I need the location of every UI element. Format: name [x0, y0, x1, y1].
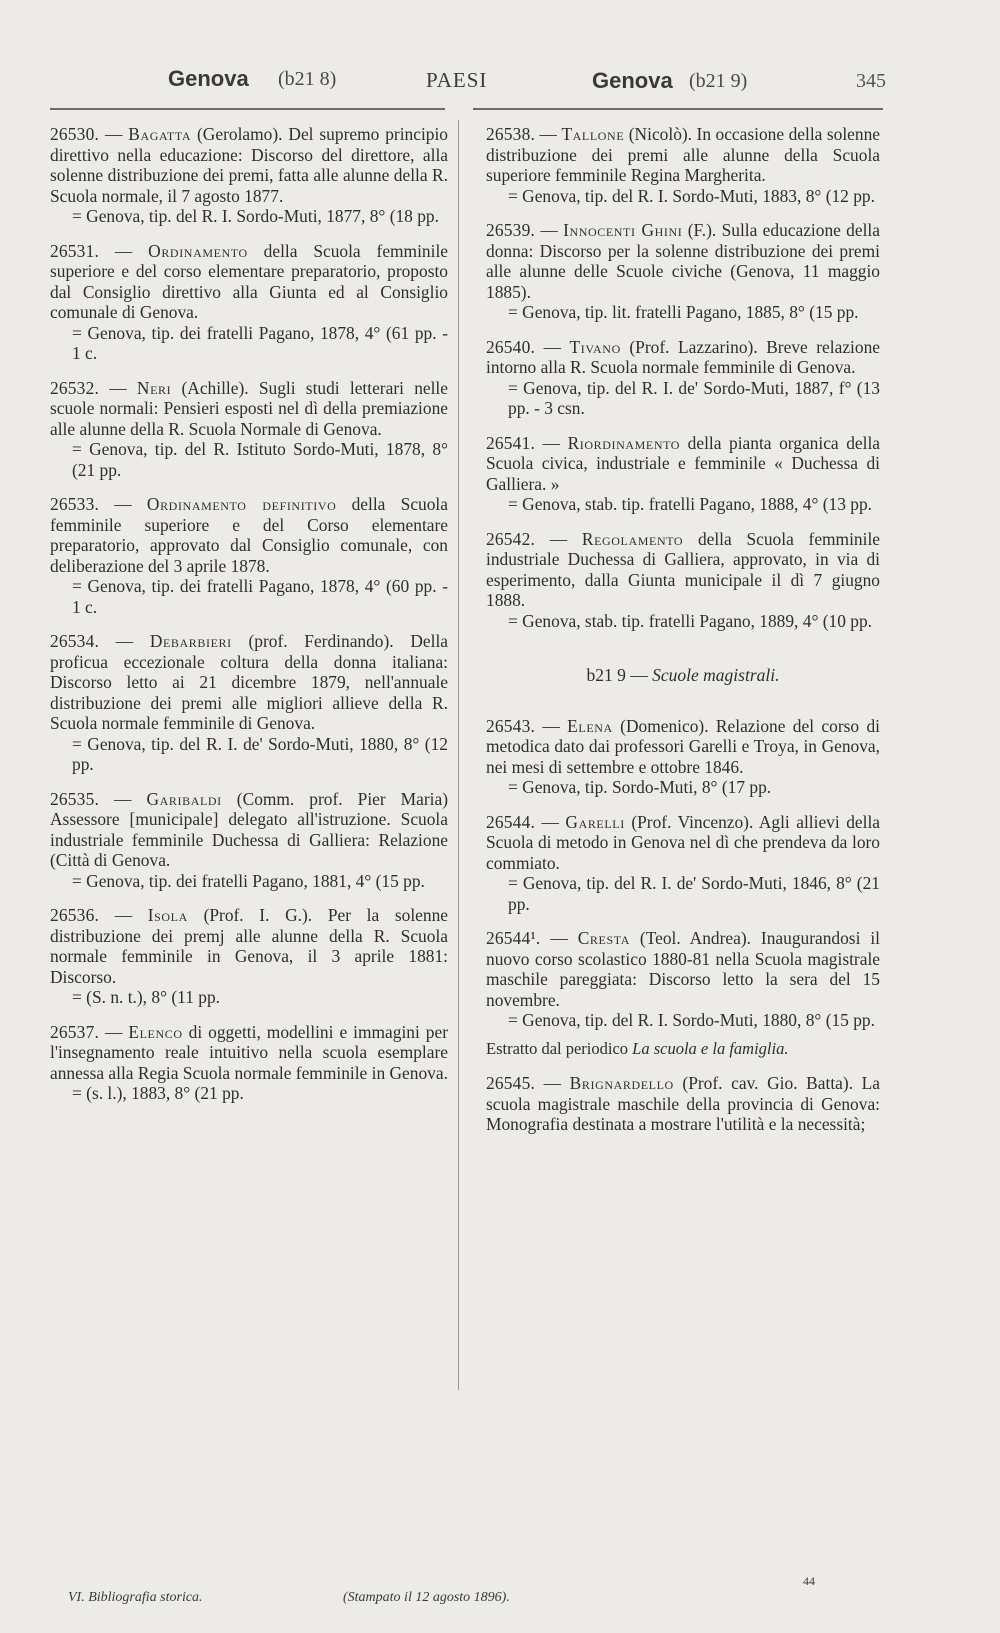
entry-text: (Comm. prof. Pier Maria) Assessore [municipale] delegato all'istruzione. Scuola industriale femminile Duchessa di Galliera: Relazione (Città di Genova. [50, 788, 448, 870]
header-rule-left [50, 108, 445, 110]
entry-text: della pianta organica della Scuola civica, industriale e femminile « Duchessa di Galliera. » [486, 432, 880, 494]
entry-author: Tallone [561, 124, 625, 144]
entry: 26536. — Isola (Prof. I. G.). Per la solenne distribuzione dei premj alle alunne della R. Scuola normale femminile in Genova, il 3 aprile 1881: Discorso. = (S. n. t.), 8° (11 pp. [50, 905, 448, 1007]
entry-text: della Scuola femminile industriale Duchessa di Galliera, approvato, in via di esperimento, dalla Giunta municipale il dì 7 giugno 1888. [486, 528, 880, 610]
entry: 26530. — Bagatta (Gerolamo). Del supremo principio direttivo nella educazione: Discorso del direttore, alla solenne distribuzione dei premi, fatta alle alunne della R. Scuola normale, il 7 agosto 1877. = Genova, tip. del R. I. Sordo-Muti, 1877, 8° (18 pp. [50, 124, 448, 226]
entry-imprint: = Genova, tip. lit. fratelli Pagano, 1885, 8° (15 pp. [508, 302, 859, 322]
entry-number: 26534. [50, 631, 100, 651]
entry-text: (Teol. Andrea). Inaugurandosi il nuovo corso scolastico 1880-81 nella Scuola magistrale maschile pareggiata: Discorso letto la sera del 15 novembre. [486, 928, 880, 1010]
entry-author: Debarbieri [149, 631, 232, 651]
entry-author: Bagatta [128, 124, 192, 144]
footer-signature: 44 [803, 1574, 815, 1588]
entry-text: (Prof. I. G.). Per la solenne distribuzione dei premj alle alunne della R. Scuola normale femminile in Genova, il 3 aprile 1881: Discorso. [50, 905, 448, 987]
header-left-title: Genova [168, 66, 249, 91]
entry-author: Neri [136, 377, 172, 398]
header-center-title: PAESI [426, 68, 488, 92]
column-separator [458, 120, 459, 1390]
entry-text: della Scuola femminile superiore e del Corso elementare preparatorio, approvato dal Consiglio comunale, con deliberazione del 3 aprile 1878. [50, 494, 448, 576]
entry-imprint: = Genova, tip. del R. I. de' Sordo-Muti, 1846, 8° (21 pp. [508, 873, 880, 914]
header-left-code: (b21 8) [278, 68, 337, 90]
entry: 26544. — Garelli (Prof. Vincenzo). Agli allievi della Scuola di metodo in Genova nel dì che prendeva da loro commiato. = Genova, tip. del R. I. de' Sordo-Muti, 1846, 8° (21 pp. [486, 811, 880, 914]
entry-imprint: = Genova, tip. Sordo-Muti, 8° (17 pp. [508, 777, 772, 797]
extract-prefix: Estratto dal periodico [486, 1038, 629, 1058]
entry-imprint: = Genova, tip. del R. I. Sordo-Muti, 1880, 8° (15 pp. [508, 1010, 875, 1030]
entry: 26537. — Elenco di oggetti, modellini e immagini per l'insegnamento reale intuitivo nella scuola esemplare annessa alla Regia Scuola normale femminile in Genova. = (s. l.), 1883, 8° (21 pp. [50, 1021, 448, 1103]
entry: 26535. — Garibaldi (Comm. prof. Pier Maria) Assessore [municipale] delegato all'istruzione. Scuola industriale femminile Duchessa di Galliera: Relazione (Città di Genova. = Genova, tip. dei fratelli Pagano, 1881, 4° (15 pp. [50, 788, 448, 891]
entry-number: 26540. [486, 336, 536, 357]
entry-number: 26532. [50, 377, 100, 398]
entry-number: 26538. [486, 124, 536, 144]
entry-number: 26539. [486, 220, 536, 240]
entry-text: (Nicolò). In occasione della solenne distribuzione dei premi alle alunne della Scuola superiore femminile Regina Margherita. [486, 124, 881, 185]
entry-imprint: = Genova, tip. del R. I. Sordo-Muti, 1883, 8° (12 pp. [508, 185, 875, 206]
entry: 26538. — Tallone (Nicolò). In occasione della solenne distribuzione dei premi alle alunne della Scuola superiore femminile Regina Margherita. = Genova, tip. del R. I. Sordo-Muti, 1883, 8° (12 pp. [486, 124, 881, 206]
entry-number: 26542. [486, 528, 536, 549]
entry-number: 26543. [486, 715, 536, 736]
entry-imprint: = Genova, stab. tip. fratelli Pagano, 1888, 4° (13 pp. [508, 494, 873, 514]
section-heading: b21 9 — Scuole magistrali. [586, 665, 780, 685]
entry-text: (Prof. Vincenzo). Agli allievi della Scuola di metodo in Genova nel dì che prendeva da loro commiato. [486, 811, 880, 873]
entry-imprint: = Genova, tip. del R. Istituto Sordo-Muti, 1878, 8° (21 pp. [72, 439, 448, 480]
entry: 26539. — Innocenti Ghini (F.). Sulla educazione della donna: Discorso per la solenne distribuzione dei premi alle alunne delle Scuole civiche (Genova, 11 maggio 1885). = Genova, tip. lit. fratelli Pagano, 1885, 8° (15 pp. [486, 220, 880, 322]
entry-author: Ordinamento definitivo [146, 494, 337, 514]
right-column [486, 124, 880, 1149]
entry: 26541. — Riordinamento della pianta organica della Scuola civica, industriale e femminile « Duchessa di Galliera. » = Genova, stab. tip. fratelli Pagano, 1888, 4° (13 pp. [486, 432, 880, 514]
entry-number: 26536. [50, 905, 100, 925]
entry-number: 26531. [50, 240, 100, 261]
entry-author: Garelli [565, 811, 625, 832]
entry-number: 26541. [486, 432, 536, 453]
header-right-title: Genova [592, 68, 673, 93]
entry-number: 26544¹. [486, 928, 541, 948]
entry-imprint: = Genova, tip. del R. I. de' Sordo-Muti, 1887, f° (13 pp. - 3 csn. [508, 377, 880, 418]
footer-print-date: (Stampato il 12 agosto 1896). [343, 1590, 510, 1605]
entry: 26533. — Ordinamento definitivo della Scuola femminile superiore e del Corso elementare preparatorio, approvato dal Consiglio comunale, con deliberazione del 3 aprile 1878. = Genova, tip. dei fratelli Pagano, 1878, 4° (60 pp. - 1 c. [50, 494, 448, 617]
entry-text: (Gerolamo). Del supremo principio direttivo nella educazione: Discorso del direttore, alla solenne distribuzione dei premi, fatta alle alunne della R. Scuola normale, il 7 agosto 1877. [50, 124, 448, 206]
entry: 26543. — Elena (Domenico). Relazione del corso di metodica dato dai professori Garelli e Troya, in Genova, nei mesi di settembre e ottobre 1846. = Genova, tip. Sordo-Muti, 8° (17 pp. [486, 715, 880, 797]
entry: 26542. — Regolamento della Scuola femminile industriale Duchessa di Galliera, approvato, in via di esperimento, dalla Giunta municipale il dì 7 giugno 1888. = Genova, stab. tip. fratelli Pagano, 1889, 4° (10 pp. [486, 528, 880, 631]
entry-number: 26533. [50, 494, 100, 514]
entry-text: (Prof. cav. Gio. Batta). La scuola magistrale maschile della provincia di Genova: Monografia destinata a mostrare l'utilità e la necessità; [486, 1073, 880, 1134]
entry-number: 26545. [486, 1073, 536, 1093]
entry-author: Garibaldi [146, 788, 222, 809]
entry-imprint: = Genova, tip. del R. I. Sordo-Muti, 1877, 8° (18 pp. [72, 206, 439, 226]
entry-number: 26537. [50, 1021, 100, 1042]
header-rule-right [473, 108, 883, 110]
section-title: Scuole magistrali. [652, 665, 780, 685]
header-right-code: (b21 9) [689, 70, 748, 92]
entry-author: Tivano [569, 336, 621, 357]
entry: 26531. — Ordinamento della Scuola femminile superiore e del corso elementare preparatorio, proposto dal Consiglio direttivo alla Giunta ed al Consiglio comunale di Genova. = Genova, tip. dei fratelli Pagano, 1878, 4° (61 pp. - 1 c. [50, 240, 448, 363]
entry: 26540. — Tivano (Prof. Lazzarino). Breve relazione intorno alla R. Scuola normale femminile di Genova. = Genova, tip. del R. I. de' Sordo-Muti, 1887, f° (13 pp. - 3 csn. [486, 336, 880, 418]
entry-text: (Prof. Lazzarino). Breve relazione intorno alla R. Scuola normale femminile di Genova. [486, 336, 880, 377]
entry-author: Elena [567, 715, 613, 736]
entry-author: Regolamento [581, 528, 684, 549]
left-column [50, 124, 448, 1118]
entry-text: (Achille). Sugli studi letterari nelle scuole normali: Pensieri esposti nel dì della premiazione alle alunne della R. Scuola Normale di Genova. [50, 377, 448, 439]
entry-imprint: = (S. n. t.), 8° (11 pp. [72, 987, 220, 1007]
entry-text: (F.). Sulla educazione della donna: Discorso per la solenne distribuzione dei premi alle alunne delle Scuole civiche (Genova, 11 maggio 1885). [486, 220, 880, 302]
entry-number: 26544. [486, 811, 536, 832]
running-header [168, 66, 886, 106]
entry-number: 26530. [50, 124, 100, 144]
entry-author: Innocenti Ghini [563, 220, 683, 240]
entry-imprint: = (s. l.), 1883, 8° (21 pp. [72, 1083, 244, 1103]
entry-text: (prof. Ferdinando). Della proficua eccezionale coltura della donna italiana: Discorso letto ai 21 dicembre 1879, nell'annuale distribuzione dei premi alle migliori allieve della R. Scuola normale femminile di Genova. [50, 631, 448, 733]
entry-text: di oggetti, modellini e immagini per l'insegnamento reale intuitivo nella scuola esemplare annessa alla Regia Scuola normale femminile in Genova. [50, 1021, 448, 1083]
entry-author: Ordinamento [148, 240, 248, 261]
section-code: b21 9 [586, 665, 626, 685]
entry: 26545. — Brignardello (Prof. cav. Gio. Batta). La scuola magistrale maschile della provincia di Genova: Monografia destinata a mostrare l'utilità e la necessità; [486, 1073, 880, 1134]
entry-imprint: = Genova, tip. dei fratelli Pagano, 1878, 4° (61 pp. - 1 c. [72, 322, 448, 363]
entry: 26532. — Neri (Achille). Sugli studi letterari nelle scuole normali: Pensieri esposti nel dì della premiazione alle alunne della R. Scuola Normale di Genova. = Genova, tip. del R. Istituto Sordo-Muti, 1878, 8° (21 pp. [50, 377, 448, 480]
entry-number: 26535. [50, 788, 100, 809]
entry-imprint: = Genova, stab. tip. fratelli Pagano, 1889, 4° (10 pp. [508, 610, 873, 631]
extract-note [486, 1039, 880, 1060]
entry-author: Elenco [128, 1021, 183, 1042]
entry-imprint: = Genova, tip. del R. I. de' Sordo-Muti, 1880, 8° (12 pp. [72, 733, 448, 774]
entry-imprint: = Genova, tip. dei fratelli Pagano, 1881, 4° (15 pp. [72, 870, 425, 891]
entry: 26534. — Debarbieri (prof. Ferdinando). Della proficua eccezionale coltura della donna italiana: Discorso letto ai 21 dicembre 1879, nell'annuale distribuzione dei premi alle migliori allieve della R. Scuola normale femminile di Genova. = Genova, tip. del R. I. de' Sordo-Muti, 1880, 8° (12 pp. [50, 631, 448, 774]
entry-author: Isola [147, 905, 188, 925]
footer-series: VI. Bibliografia storica. [68, 1590, 203, 1605]
entry-imprint: = Genova, tip. dei fratelli Pagano, 1878, 4° (60 pp. - 1 c. [72, 576, 448, 617]
entry-author: Brignardello [569, 1073, 674, 1093]
extract-title: La scuola e la famiglia. [632, 1038, 789, 1058]
page-number: 345 [856, 70, 886, 92]
entry-text: (Domenico). Relazione del corso di metodica dato dai professori Garelli e Troya, in Genova, nei mesi di settembre e ottobre 1846. [486, 715, 880, 777]
entry-author: Riordinamento [567, 432, 681, 453]
entry-text: della Scuola femminile superiore e del corso elementare preparatorio, proposto dal Consiglio direttivo alla Giunta ed al Consiglio comunale di Genova. [50, 240, 448, 322]
entry-author: Cresta [577, 928, 630, 948]
entry: 26544¹. — Cresta (Teol. Andrea). Inaugurandosi il nuovo corso scolastico 1880-81 nella Scuola magistrale maschile pareggiata: Discorso letto la sera del 15 novembre. = Genova, tip. del R. I. Sordo-Muti, 1880, 8° (15 pp. [486, 928, 880, 1030]
